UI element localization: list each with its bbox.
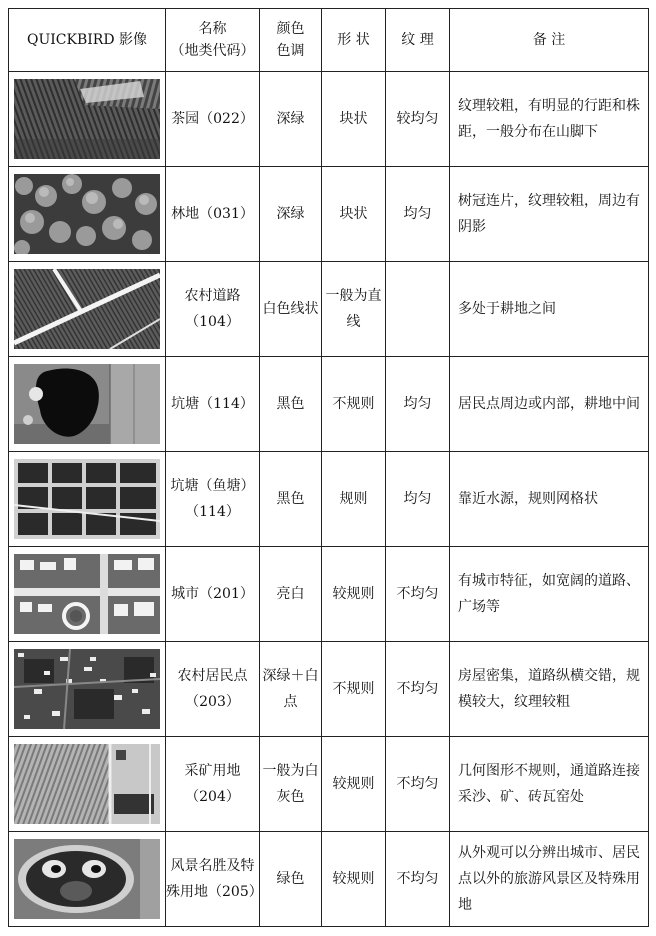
- header-row: [9, 9, 649, 72]
- shape-cell: 较规则: [322, 832, 386, 927]
- pond-thumbnail: [14, 364, 160, 444]
- color-cell: 黑色: [260, 357, 322, 452]
- name-cell: 茶园（022）: [166, 72, 260, 167]
- city-thumbnail: [14, 554, 160, 634]
- table-row: [9, 547, 649, 642]
- header-color-line2: 色调: [276, 43, 305, 59]
- header-name-line2: （地类代码）: [170, 43, 255, 59]
- header-name: [166, 9, 260, 72]
- shape-cell: 较规则: [322, 547, 386, 642]
- header-color-line1: 颜色: [276, 21, 305, 37]
- color-cell: 亮白: [260, 547, 322, 642]
- image-cell: [9, 262, 166, 357]
- note-cell: 多处于耕地之间: [450, 262, 649, 357]
- name-cell: 坑塘（鱼塘）（114）: [166, 452, 260, 547]
- color-cell: 白色线状: [260, 262, 322, 357]
- image-cell: [9, 737, 166, 832]
- shape-cell: 一般为直线: [322, 262, 386, 357]
- header-texture-label: 纹 理: [401, 32, 434, 48]
- table-row: [9, 262, 649, 357]
- image-cell: [9, 357, 166, 452]
- image-cell: [9, 167, 166, 262]
- table-row: [9, 72, 649, 167]
- texture-cell: 均匀: [386, 357, 450, 452]
- name-cell: 采矿用地（204）: [166, 737, 260, 832]
- texture-cell: 不均匀: [386, 832, 450, 927]
- shape-cell: 较规则: [322, 737, 386, 832]
- name-cell: 林地（031）: [166, 167, 260, 262]
- texture-cell: 较均匀: [386, 72, 450, 167]
- header-shape: [322, 9, 386, 72]
- rural-road-thumbnail: [14, 269, 160, 349]
- shape-cell: 块状: [322, 167, 386, 262]
- texture-cell: 不均匀: [386, 547, 450, 642]
- scenic-special-thumbnail: [14, 839, 160, 919]
- shape-cell: 不规则: [322, 357, 386, 452]
- shape-cell: 不规则: [322, 642, 386, 737]
- header-texture: [386, 9, 450, 72]
- texture-cell: [386, 262, 450, 357]
- header-image: [9, 9, 166, 72]
- note-cell: 靠近水源，规则网格状: [450, 452, 649, 547]
- name-cell: 农村道路（104）: [166, 262, 260, 357]
- note-cell: 居民点周边或内部，耕地中间: [450, 357, 649, 452]
- color-cell: 深绿: [260, 72, 322, 167]
- texture-cell: 不均匀: [386, 737, 450, 832]
- note-cell: 有城市特征，如宽阔的道路、广场等: [450, 547, 649, 642]
- tea-garden-thumbnail: [14, 79, 160, 159]
- name-cell: 农村居民点（203）: [166, 642, 260, 737]
- image-cell: [9, 832, 166, 927]
- shape-cell: 规则: [322, 452, 386, 547]
- name-cell: 城市（201）: [166, 547, 260, 642]
- note-cell: 几何图形不规则，通道路连接采沙、矿、砖瓦窑处: [450, 737, 649, 832]
- color-cell: 深绿＋白点: [260, 642, 322, 737]
- texture-cell: 均匀: [386, 452, 450, 547]
- name-cell: 坑塘（114）: [166, 357, 260, 452]
- table-row: [9, 357, 649, 452]
- table-row: [9, 167, 649, 262]
- table-row: [9, 737, 649, 832]
- table-row: [9, 832, 649, 927]
- texture-cell: 均匀: [386, 167, 450, 262]
- rural-settlement-thumbnail: [14, 649, 160, 729]
- mining-land-thumbnail: [14, 744, 160, 824]
- color-cell: 深绿: [260, 167, 322, 262]
- table-row: [9, 452, 649, 547]
- table-row: [9, 642, 649, 737]
- landcover-interpretation-table: [8, 8, 649, 927]
- note-cell: 房屋密集，道路纵横交错，规模较大，纹理较粗: [450, 642, 649, 737]
- image-cell: [9, 642, 166, 737]
- header-color: [260, 9, 322, 72]
- note-cell: 从外观可以分辨出城市、居民点以外的旅游风景区及特殊用地: [450, 832, 649, 927]
- color-cell: 黑色: [260, 452, 322, 547]
- texture-cell: 不均匀: [386, 642, 450, 737]
- image-cell: [9, 72, 166, 167]
- image-cell: [9, 547, 166, 642]
- color-cell: 一般为白灰色: [260, 737, 322, 832]
- image-cell: [9, 452, 166, 547]
- name-cell: 风景名胜及特殊用地（205）: [166, 832, 260, 927]
- header-name-line1: 名称: [198, 21, 227, 37]
- header-note-label: 备 注: [532, 32, 566, 48]
- shape-cell: 块状: [322, 72, 386, 167]
- header-shape-label: 形 状: [337, 32, 370, 48]
- header-image-label: QUICKBIRD 影像: [26, 32, 147, 48]
- header-note: [450, 9, 649, 72]
- forest-thumbnail: [14, 174, 160, 254]
- fish-pond-thumbnail: [14, 459, 160, 539]
- note-cell: 纹理较粗，有明显的行距和株距，一般分布在山脚下: [450, 72, 649, 167]
- note-cell: 树冠连片，纹理较粗，周边有阴影: [450, 167, 649, 262]
- color-cell: 绿色: [260, 832, 322, 927]
